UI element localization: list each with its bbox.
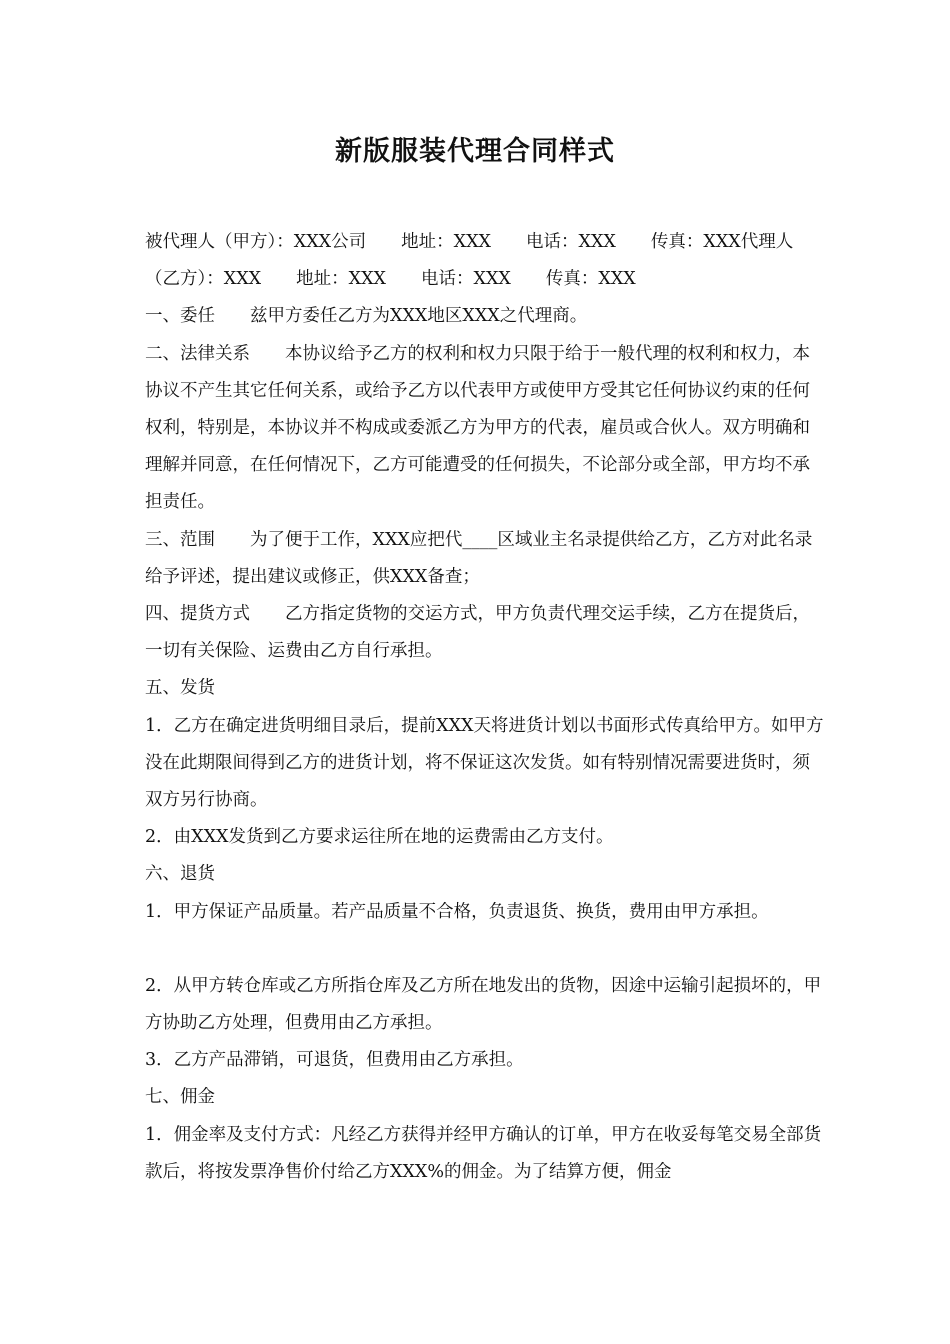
blank-line — [145, 931, 825, 968]
commission-item-1: 1．佣金率及支付方式：凡经乙方获得并经甲方确认的订单，甲方在收妥每笔交易全部货款后，将按发票净售价付给乙方XXX%的佣金。为了结算方便，佣金 — [145, 1124, 822, 1182]
shipping-item-1: 1．乙方在确定进货明细目录后，提前XXX天将进货计划以书面形式传真给甲方。如甲方没在此期限间得到乙方的进货计划，将不保证这次发货。如有特别情况需要进货时，须双方另行协商。 — [145, 715, 824, 811]
page-title: 新版服装代理合同样式 — [335, 136, 615, 167]
clause-appointment: 一、委任 兹甲方委任乙方为XXX地区XXX之代理商。 — [145, 306, 588, 327]
clause-legal-relationship: 二、法律关系 本协议给予乙方的权利和权力只限于给于一般代理的权利和权力，本协议不产生其它任何关系，或给予乙方以代表甲方或使甲方受其它任何协议约束的任何权利，特别是，本协议并不构成或委派乙方为甲方的代表，雇员或合伙人。双方明确和理解并同意，在任何情况下，乙方可能遭受的任何损失，不论部分或全部，甲方均不承担责任。 — [145, 343, 810, 513]
shipping-item-2: 2．由XXX发货到乙方要求运往所在地的运费需由乙方支付。 — [145, 827, 614, 848]
document-body — [145, 224, 825, 1191]
parties-paragraph: 被代理人（甲方）：XXX公司 地址：XXX 电话：XXX 传真：XXX代理人（乙方）：XXX 地址：XXX 电话：XXX 传真：XXX — [145, 232, 794, 290]
returns-item-3: 3．乙方产品滞销，可退货，但费用由乙方承担。 — [145, 1050, 524, 1071]
section-heading-commission: 七、佣金 — [145, 1087, 215, 1108]
clause-scope: 三、范围 为了便于工作，XXX应把代____区域业主名录提供给乙方，乙方对此名录给予评述，提出建议或修正，供XXX备查； — [145, 529, 813, 587]
returns-item-1: 1．甲方保证产品质量。若产品质量不合格，负责退货、换货，费用由甲方承担。 — [145, 901, 769, 922]
section-heading-returns: 六、退货 — [145, 864, 215, 885]
clause-pickup-method: 四、提货方式 乙方指定货物的交运方式，甲方负责代理交运手续，乙方在提货后，一切有关保险、运费由乙方自行承担。 — [145, 604, 810, 662]
returns-item-2: 2．从甲方转仓库或乙方所指仓库及乙方所在地发出的货物，因途中运输引起损坏的，甲方协助乙方处理，但费用由乙方承担。 — [145, 975, 822, 1034]
section-heading-shipping: 五、发货 — [145, 678, 215, 699]
